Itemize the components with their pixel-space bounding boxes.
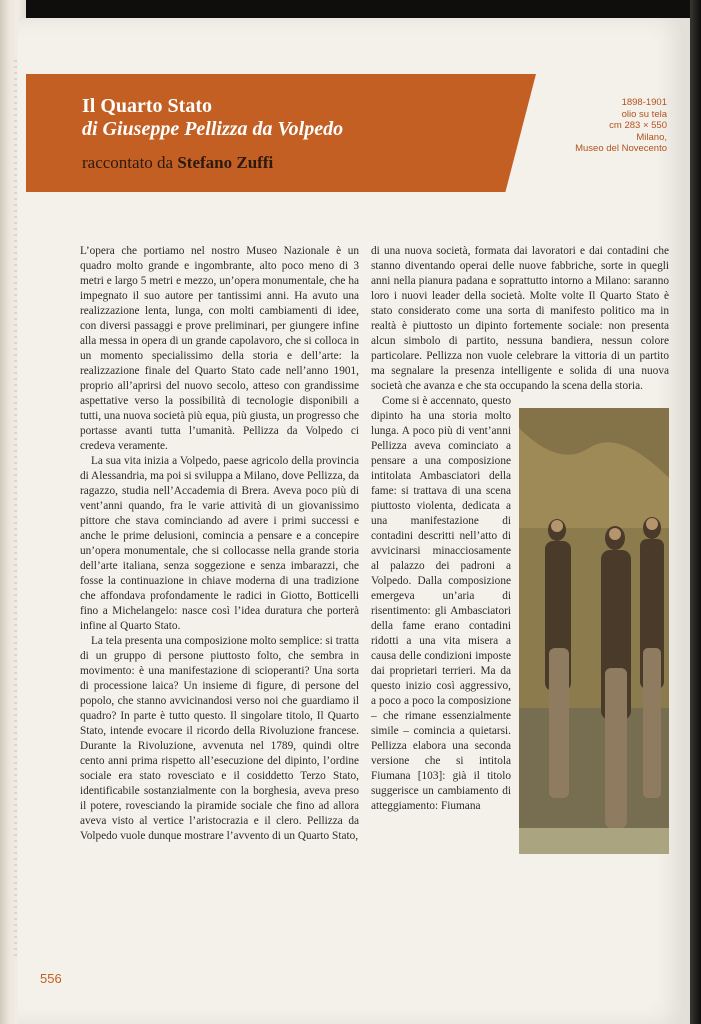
- page-edge-shadow: [690, 0, 701, 1024]
- artwork-date: 1898-1901: [621, 97, 667, 108]
- paragraph: Come si è accennato, questo dipinto ha una storia molto lunga. A poco più di vent’anni Pellizza aveva cominciato a pensare a una composizione intitolata Ambasciatori della fame: si trattava di una scena piuttosto violenta, dedicata a una manifestazione di contadini descritti nell’atto di avvicinarsi minacciosamente al palazzo dei padroni a Volpedo. Dalla composizione emergeva un’aria di risentimento: gli Ambasciatori della fame erano contadini ridotti a una vita misera a causa delle condizioni imposte dai proprietari terrieri. Ma da questo inizio così aggressivo, a poco a poco la composizione – che rimane essenzialmente simile – comincia a quietarsi. Pellizza elabora una seconda versione che si intitola Fiumana [103]: già il titolo suggerisce un cambiamento di atteggiamento: Fiumana: [371, 395, 511, 812]
- painting-detail-image: [519, 408, 669, 854]
- article-title: Il Quarto Stato: [82, 95, 212, 117]
- article-subtitle: di Giuseppe Pellizza da Volpedo: [82, 118, 344, 140]
- paragraph: La sua vita inizia a Volpedo, paese agricolo della provincia di Alessandria, ma poi si sviluppa a Milano, dove Pellizza, da ragazzo, studia nell’Accademia di Brera. Aveva poco più di vent’anni quando, fra le varie attività di un giovanissimo pittore che stava cominciando ad avere i primi successi e anche le prime delusioni, comincia a pensare e a concepire un’opera monumentale, che si collocasse nella grande storia dell’arte italiana, senza soggezione e senza imbarazzi, che fosse la continuazione in chiave moderna di una tradizione che affondava profondamente le radici in Giotto, Botticelli fino a Michelangelo: nasce così l’idea duratura che porterà infine al Quarto Stato.: [80, 455, 359, 632]
- artwork-museum: Museo del Novecento: [575, 143, 667, 154]
- artwork-dimensions: cm 283 × 550: [609, 120, 667, 131]
- paragraph: di una nuova società, formata dai lavoratori e dai contadini che stanno diventando operai delle nuove fabbriche, sorte in quegli anni nella pianura padana e soprattutto intorno a Milano: saranno loro i nuovi leader della società. Molte volte Il Quarto Stato è stato considerato come una sorta di manifesto politico ma in realtà è piuttosto un dipinto fortemente sociale: non presenta alcun simbolo di partito, nessuna bandiera, nessun colore particolare. Pellizza non vuole celebrare la vittoria di un partito ma segnalare la presenza intelligente e solida di una nuova società che avanza e che sta occupando la scena della storia.: [371, 245, 669, 392]
- artwork-medium: olio su tela: [621, 108, 667, 120]
- byline-prefix: raccontato da: [82, 153, 174, 172]
- artwork-city: Milano,: [636, 131, 667, 143]
- artwork-info: [497, 97, 667, 155]
- text-column-right: [371, 244, 669, 854]
- painting-detail-drawing: [519, 408, 669, 854]
- page-number: 556: [40, 971, 62, 986]
- byline-author: Stefano Zuffi: [177, 153, 274, 172]
- byline: [82, 153, 273, 173]
- text-column-left: [80, 244, 359, 844]
- paragraph: La tela presenta una composizione molto semplice: si tratta di un gruppo di persone piuttosto folto, che sembra in movimento: è una manifestazione di scioperanti? Una sorta di processione laica? Un insieme di figure, di persone del popolo, che stanno avvicinandosi verso noi che guardiamo il quadro? In parte è tutto questo. Il singolare titolo, Il Quarto Stato, intende evocare il ricordo della Rivoluzione francese. Durante la Rivoluzione, avvenuta nel 1789, quindi oltre cento anni prima rispetto all’esecuzione del dipinto, l’ordine sociale era stato rovesciato e il cosiddetto Terzo Stato, identificabile sostanzialmente con la borghesia, aveva preso il potere, rovesciando la piramide sociale che fino ad allora aveva visto al vertice l’aristocrazia e il clero. Pellizza da Volpedo vuole dunque mostrare l’avvento di un Quarto Stato,: [80, 635, 359, 842]
- paragraph: L’opera che portiamo nel nostro Museo Nazionale è un quadro molto grande e ingombrante, alto poco meno di 3 metri e largo 5 metri e mezzo, un’opera monumentale, che ha impegnato il suo autore per tantissimi anni. Ha avuto una realizzazione lenta, lunga, con molti cambiamenti di idee, con diversi passaggi e prove preliminari, per giungere infine alla messa in opera di un grande capolavoro, che si colloca in un momento specialissimo della storia e dell’arte: la realizzazione finale del Quarto Stato cade nell’anno 1901, proprio all’aprirsi del nuovo secolo, atteso con grandissime aspettative verso la possibilità di tecnologie disponibili a tutti, una nuova società più equa, più giusta, un progresso che portasse avanti tutta l’umanità. Pellizza da Volpedo ci credeva veramente.: [80, 245, 359, 452]
